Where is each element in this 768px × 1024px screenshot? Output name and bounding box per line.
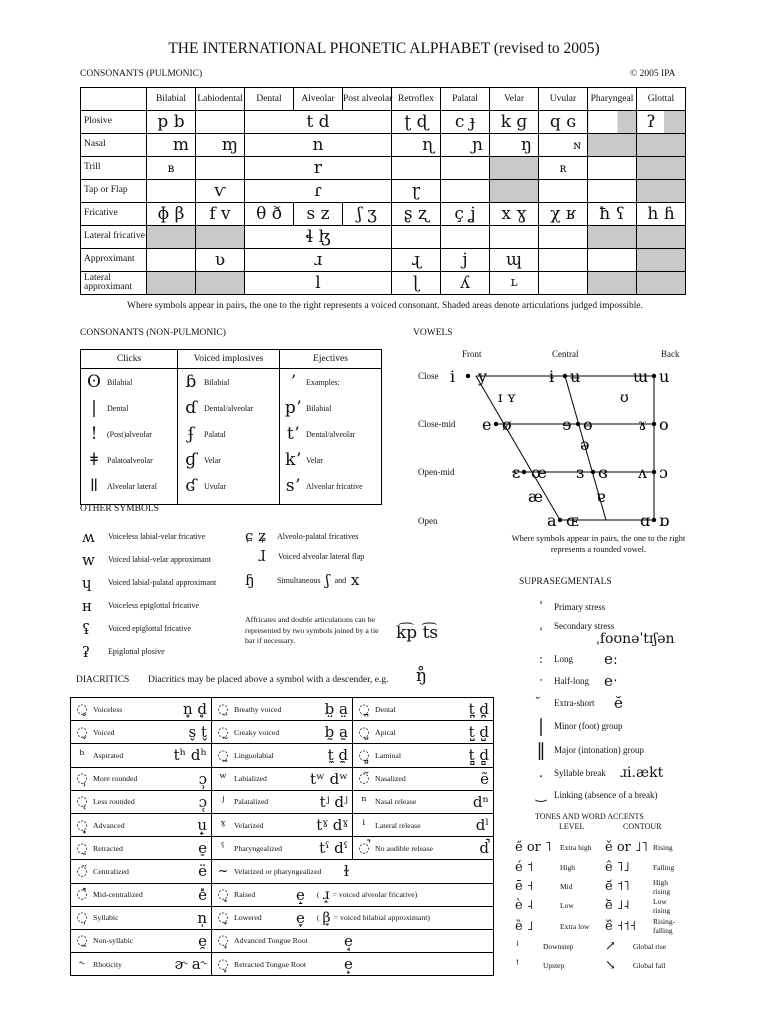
cell: ʀ [539, 157, 588, 180]
cell: ʂ ʐ [392, 203, 441, 226]
cell: p b [147, 111, 196, 134]
list-item: è ˨ Low [515, 898, 574, 913]
cell: q ɢ [539, 111, 588, 134]
cell [196, 157, 245, 180]
cell-impossible [490, 180, 539, 203]
cell: ʙ [147, 157, 196, 180]
diacritics-example: ŋ̊ [416, 666, 427, 686]
supra-heading: SUPRASEGMENTALS [519, 577, 612, 587]
row-label: Trill [81, 157, 147, 180]
cell: ħ ʕ [588, 203, 637, 226]
list-item: . Syllable break ɹi.ækt [538, 765, 664, 781]
cell: ɳ [392, 134, 441, 157]
cell: ʋ [196, 249, 245, 272]
col-header: Clicks [81, 350, 178, 369]
other-heading: OTHER SYMBOLS [80, 504, 159, 514]
cell-impossible [147, 272, 196, 295]
vowel-symbol: ɘ [562, 415, 572, 434]
list-item: sʼ Alveolar fricative [285, 476, 363, 496]
col-header: Alveolar [294, 88, 343, 111]
cell [588, 180, 637, 203]
cell: c ɟ [441, 111, 490, 134]
cell: θ ð [245, 203, 294, 226]
col-header: Pharyngeal [588, 88, 637, 111]
cell: ʃ ʒ [343, 203, 392, 226]
vowel-symbol: ɜ [576, 463, 585, 482]
list-item: ‖ Major (intonation) group [536, 739, 644, 761]
corner [81, 88, 147, 111]
list-item: ǂ Palatoalveolar [90, 450, 153, 470]
list-item: ꜛ Upstep [515, 958, 565, 973]
vowel-symbol: ɯ [633, 367, 649, 386]
list-item: | Minor (foot) group [537, 715, 623, 737]
copyright: © 2005 IPA [630, 69, 676, 79]
vowel-openmid-label: Open-mid [418, 467, 455, 477]
list-item: ě or ˩˥ Rising [605, 839, 673, 855]
list-item: ˈ Primary stress [539, 599, 606, 615]
affricate-note: Affricates and double articulations can be represented by two symbols joined by a tie bar if necessary. [245, 615, 379, 645]
list-item: ˑ Half-long eˑ [538, 672, 618, 690]
diacritics-heading: DIACRITICS [76, 675, 130, 685]
vowel-symbol: e [482, 415, 492, 434]
cell: r [245, 157, 392, 180]
list-item: Extra-short ĕ [554, 694, 623, 712]
list-item: ʜ Voiceless epiglottal fricative [82, 596, 199, 615]
cell-impossible [637, 157, 686, 180]
vowel-closemid-label: Close-mid [418, 419, 456, 429]
vowel-symbol: ɛ [512, 463, 521, 482]
cell-impossible [637, 226, 686, 249]
clicks-column [81, 369, 178, 505]
row-label: Approximant [81, 249, 147, 272]
list-item: ˌ Secondary stress [539, 618, 615, 633]
cell-impossible [637, 249, 686, 272]
list-item: e᷅ ˩˨ Low rising [605, 896, 671, 915]
cell [588, 111, 637, 134]
cell: l [245, 272, 392, 295]
cell [392, 226, 441, 249]
list-item: pʼ Bilabial [284, 398, 332, 418]
cell: h ɦ [637, 203, 686, 226]
stress-example: ˌfoʊnəˈtɪʃən [596, 631, 675, 647]
col-header: Glottal [637, 88, 686, 111]
cell: x ɣ [490, 203, 539, 226]
list-item: ʘ Bilabial [87, 372, 133, 392]
vowel-close-label: Close [418, 371, 439, 381]
cell [441, 226, 490, 249]
list-item: ↗ Global rise [605, 939, 667, 954]
list-item: ʡ Epiglottal plosive [82, 642, 165, 661]
row-label: Lateral approximant [81, 272, 147, 295]
supra-list [528, 597, 708, 806]
cell: j [441, 249, 490, 272]
list-item: ɺ Voiced alveolar lateral flap [258, 547, 365, 565]
vowel-symbol: ɞ [598, 463, 608, 482]
list-item: kʼ Velar [285, 450, 323, 470]
cell-impossible [196, 226, 245, 249]
cell: ⱱ [196, 180, 245, 203]
cell [147, 249, 196, 272]
cell [392, 157, 441, 180]
cell [637, 111, 686, 134]
vowel-symbol: ɑ [640, 511, 651, 530]
cell: ɭ [392, 272, 441, 295]
cell [588, 157, 637, 180]
row-label: Lateral fricative [81, 226, 147, 249]
list-item: ɠ Velar [185, 450, 221, 470]
row-lateral-fricative [81, 226, 686, 249]
cell: ɻ [392, 249, 441, 272]
list-item: ǁ Alveolar lateral [89, 476, 157, 496]
col-header: Uvular [539, 88, 588, 111]
pulmonic-heading: CONSONANTS (PULMONIC) [80, 69, 203, 79]
cell: ɱ [196, 134, 245, 157]
cell: ɬ ɮ [245, 226, 392, 249]
cell: ʎ [441, 272, 490, 295]
cell-impossible [196, 272, 245, 295]
list-item: ɕ ʑ Alveolo-palatal fricatives [245, 527, 359, 545]
cell-impossible [588, 226, 637, 249]
cell: n [245, 134, 392, 157]
tones-contour-label: CONTOUR [623, 822, 662, 831]
list-item: ē ˧ Mid [515, 879, 573, 894]
diacritics-table: ◌ Voiceless n̥ d̥ ◌ Breathy voiced b̤ a̤ ◌ Dental t̪ d̪ ◌ Voiced s̬ t̬ ◌ Creaky voiced b̰ a̰ ◌ Apical t̺ d̺ ʰ Aspirated tʰ dʰ ◌ Linguolabial t̼ d̼ ◌ Laminal t̻ d̻ ◌ More rounded ɔ̹ ʷ Labialized tʷ dʷ ◌ Nasalized ẽ ◌ Less rounded ɔ̜ ʲ Palatalized tʲ dʲ ⁿ Nasal release dⁿ ◌ Advanced u̟ ˠ Velarized tˠ dˠ ˡ Lateral release dˡ ◌ Retracted e̠ ˤ Pharyngealized tˤ dˤ ◌ No audible release d̚ ◌ Centralized ë ~ Velarized or pharyngealized ɫ ◌ Mid-centralized e̽ ◌ Raised e̝ ( ɹ̝ = voiced alveolar fricative) ◌ Syllabic n̩ ◌ Lowered e̞ ( β̞ = voiced bilabial approximant) ◌ Non-syllabic e̯ ◌ Advanced Tongue Root e̘ ˞ Rhoticity ɚ a˞ ◌ Retracted Tongue Root e̙ [70, 697, 494, 976]
implosives-column [178, 369, 280, 505]
pulmonic-note: Where symbols appear in pairs, the one to the right represents a voiced consonant. Shaded areas denote articulations judged impossible. [126, 301, 643, 311]
list-item: ! (Post)alveolar [90, 424, 152, 444]
vowel-symbol: ɪ ʏ [498, 390, 517, 406]
col-header: Voiced implosives [178, 350, 280, 369]
list-item: ꜜ Downstep [515, 939, 574, 954]
vowel-symbol: i [450, 367, 456, 386]
row-trill [81, 157, 686, 180]
row-lateral-approximant [81, 272, 686, 295]
vowel-symbol: y [478, 367, 488, 386]
row-nasal [81, 134, 686, 157]
page-title: THE INTERNATIONAL PHONETIC ALPHABET (revised to 2005) [168, 40, 600, 57]
cell: ɽ [392, 180, 441, 203]
list-item: ɓ Bilabial [185, 372, 230, 392]
row-label: Nasal [81, 134, 147, 157]
list-item: | Dental [91, 398, 129, 418]
list-item: ↘ Global fall [605, 958, 666, 973]
list-item: e̋ or ˥ Extra high [515, 839, 592, 855]
vowel-trapezoid [400, 360, 700, 535]
vowel-symbol: ɤ [638, 415, 648, 434]
cell [539, 249, 588, 272]
vowel-symbol: ɔ [659, 463, 668, 482]
cell-impossible [588, 134, 637, 157]
vowel-back-label: Back [661, 349, 680, 359]
cell: ŋ [490, 134, 539, 157]
list-item: ʍ Voiceless labial-velar fricative [82, 527, 206, 546]
list-item: ɧ Simultaneous ʃ and x [245, 571, 360, 589]
list-item: é ˦ High [515, 860, 575, 875]
row-label: Plosive [81, 111, 147, 134]
vowel-symbol: ɶ [566, 511, 579, 530]
row-tap [81, 180, 686, 203]
vowel-front-label: Front [462, 349, 482, 359]
cell: f v [196, 203, 245, 226]
list-item: ʛ Uvular [185, 476, 227, 496]
vowel-symbol: æ [528, 487, 544, 506]
vowel-symbol: ɒ [659, 511, 670, 530]
cell: t d [245, 111, 392, 134]
vowel-symbol: ʊ [620, 390, 629, 406]
tones-level-label: LEVEL [559, 822, 585, 831]
vowel-symbol: ø [502, 415, 512, 434]
ejectives-column [280, 369, 382, 505]
col-header: Palatal [441, 88, 490, 111]
cell: ʟ [490, 272, 539, 295]
cell [539, 226, 588, 249]
vowel-symbol: œ [531, 463, 547, 482]
vowel-symbol: ə [580, 435, 590, 454]
other-left-list [82, 525, 216, 663]
col-header: Post alveolar [343, 88, 392, 111]
row-fricative [81, 203, 686, 226]
list-item: ȅ ˩ Extra low [515, 918, 590, 934]
vowel-symbol: ɨ [549, 367, 555, 386]
cell [539, 180, 588, 203]
diacritics-subheading: Diacritics may be placed above a symbol with a descender, e.g. [148, 675, 389, 685]
list-item: tʼ Dental/alveolar [286, 424, 356, 444]
cell [441, 180, 490, 203]
list-item: ʼ Examples: [290, 372, 340, 392]
tones-contour-list [605, 836, 687, 975]
row-approximant [81, 249, 686, 272]
cell: ɴ [539, 134, 588, 157]
tones-heading: TONES AND WORD ACCENTS [535, 812, 644, 821]
cell [539, 272, 588, 295]
cell [441, 157, 490, 180]
tie-bar-example: k͡p t͡s [396, 623, 439, 643]
header-row [81, 88, 686, 111]
cell: ʈ ɖ [392, 111, 441, 134]
cell: ɾ [245, 180, 392, 203]
row-plosive [81, 111, 686, 134]
pulmonic-table [80, 87, 686, 295]
cell: s z [294, 203, 343, 226]
col-header: Dental [245, 88, 294, 111]
cell-impossible [637, 180, 686, 203]
cell-impossible [637, 272, 686, 295]
cell: ɲ [441, 134, 490, 157]
cell: χ ʁ [539, 203, 588, 226]
cell [147, 180, 196, 203]
col-header: Retroflex [392, 88, 441, 111]
cell-impossible [637, 134, 686, 157]
vowels-heading: VOWELS [413, 328, 453, 338]
nonpulmonic-heading: CONSONANTS (NON-PULMONIC) [80, 328, 226, 338]
cell: ɹ [245, 249, 392, 272]
col-header: Ejectives [280, 350, 382, 369]
list-item: ê ˥˩ Falling [605, 860, 675, 875]
vowel-note: Where symbols appear in pairs, the one to the right represents a rounded vowel. [511, 533, 686, 554]
cell: m [147, 134, 196, 157]
cell: ç ʝ [441, 203, 490, 226]
vowel-symbol: o [659, 415, 669, 434]
cell [490, 226, 539, 249]
cell [588, 249, 637, 272]
list-item: e᷄ ˦˥ High rising [605, 877, 671, 896]
tones-level-list [515, 836, 592, 975]
cell-impossible [490, 157, 539, 180]
list-item: ʄ Palatal [187, 424, 226, 444]
vowel-symbol: ʉ [570, 367, 581, 386]
list-item: e᷈ ˧˦˧ Rising-falling [605, 917, 676, 935]
nonpulmonic-table [80, 349, 382, 505]
vowel-symbol: ɐ [596, 487, 606, 506]
cell-impossible [147, 226, 196, 249]
list-item: ː Long eː [538, 650, 618, 668]
row-label: Fricative [81, 203, 147, 226]
list-item: ɗ Dental/alveolar [185, 398, 254, 418]
vowel-open-label: Open [418, 516, 438, 526]
col-header: Labiodental [196, 88, 245, 111]
cell: ɰ [490, 249, 539, 272]
cell: k ɡ [490, 111, 539, 134]
cell-impossible [588, 272, 637, 295]
row-label: Tap or Flap [81, 180, 147, 203]
col-header: Bilabial [147, 88, 196, 111]
glottal-stop: ʔ [646, 112, 656, 132]
list-item: w Voiced labial-velar approximant [82, 550, 211, 569]
cell: ɸ β [147, 203, 196, 226]
vowel-central-label: Central [552, 349, 579, 359]
vowel-symbol: ɵ [583, 415, 593, 434]
list-item: ‿ Linking (absence of a break) [535, 787, 658, 803]
cell [196, 111, 245, 134]
list-item: ʢ Voiced epiglottal fricative [82, 619, 191, 638]
vowel-symbol: ʌ [638, 463, 648, 482]
vowel-symbol: a [547, 511, 557, 530]
list-item: ɥ Voiced labial-palatal approximant [82, 573, 217, 592]
col-header: Velar [490, 88, 539, 111]
vowel-symbol: u [659, 367, 670, 386]
